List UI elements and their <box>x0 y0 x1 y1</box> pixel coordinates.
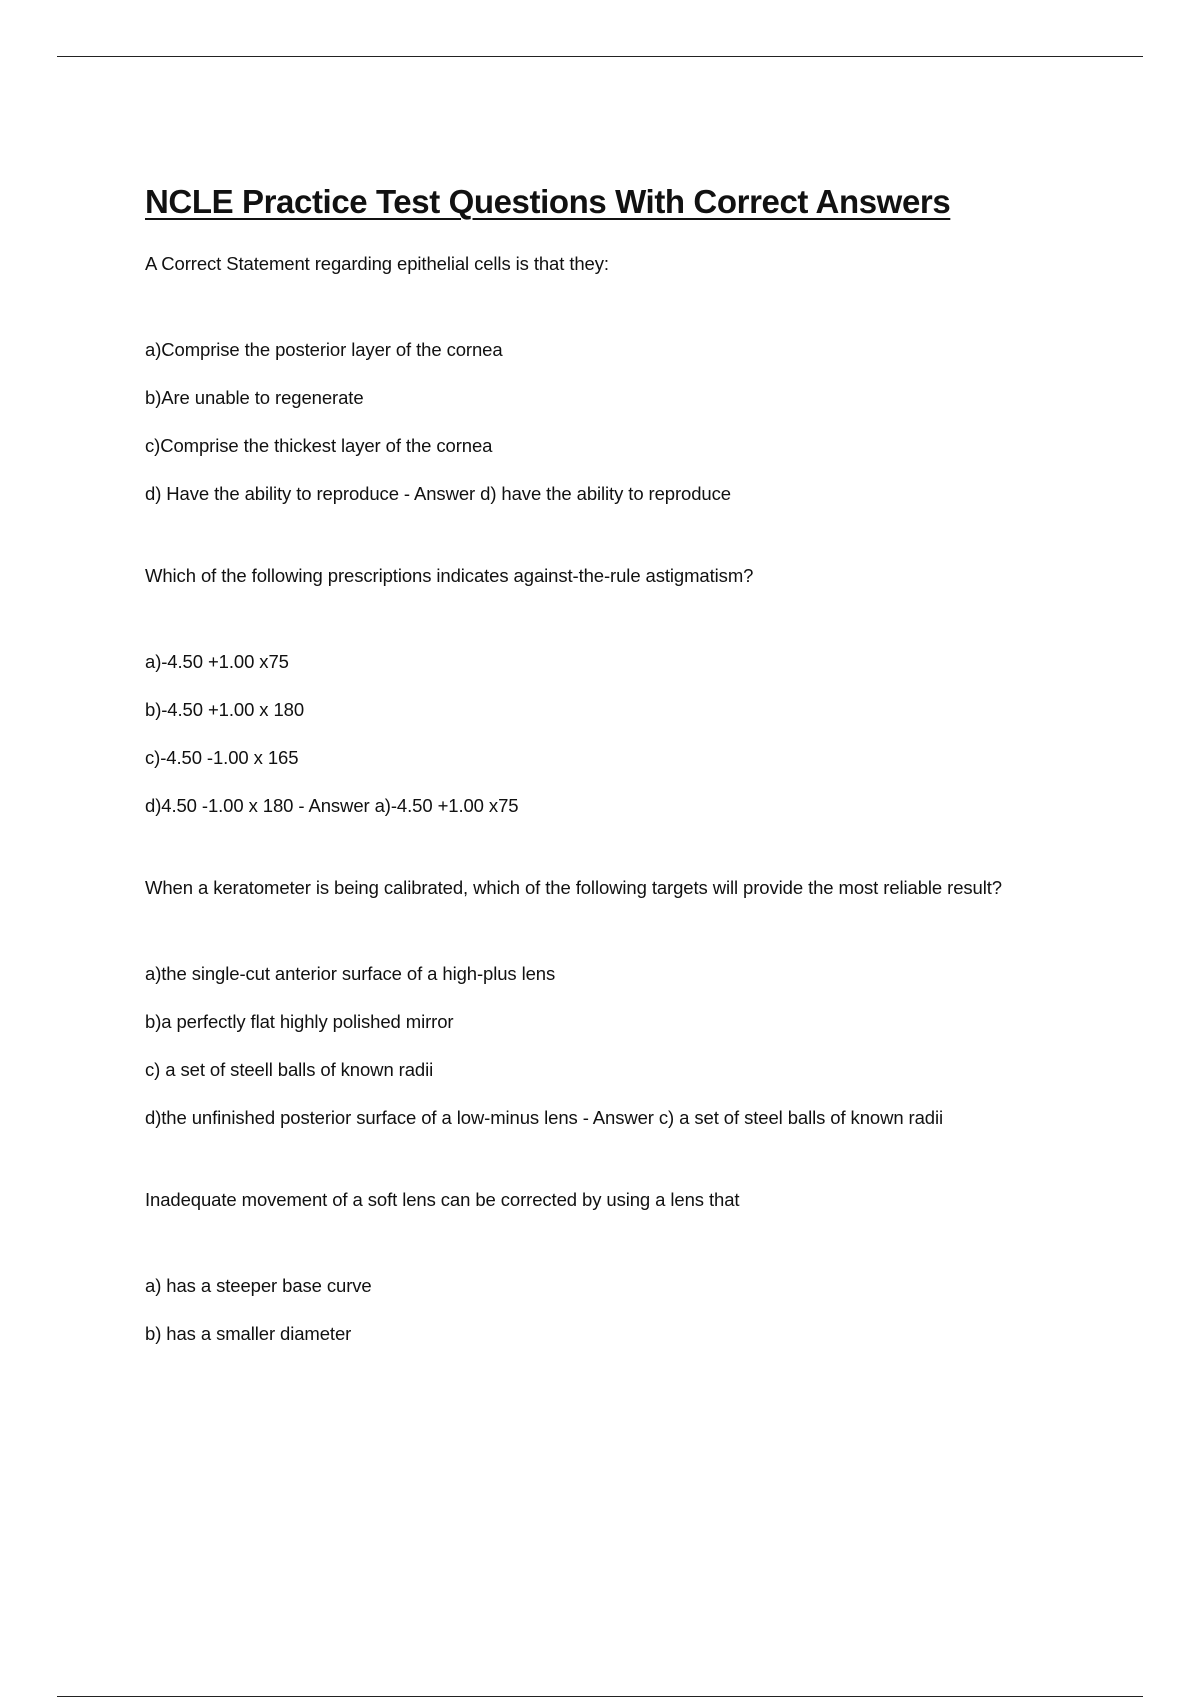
answer-option: c)Comprise the thickest layer of the cornea <box>145 435 493 456</box>
question-prompt: When a keratometer is being calibrated, which of the following targets will provide the most reliable result? <box>145 877 1002 898</box>
answer-option: a)-4.50 +1.00 x75 <box>145 651 289 672</box>
answer-option: b)-4.50 +1.00 x 180 <box>145 699 305 720</box>
answer-option: b) has a smaller diameter <box>145 1323 352 1344</box>
answer-option: d) Have the ability to reproduce - Answer d) have the ability to reproduce <box>145 483 731 504</box>
question-2 <box>145 562 1065 820</box>
document-title: NCLE Practice Test Questions With Correct Answers <box>145 183 951 220</box>
question-1 <box>145 250 1065 508</box>
answer-option: c)-4.50 -1.00 x 165 <box>145 747 299 768</box>
question-3 <box>145 874 1065 1132</box>
question-4 <box>145 1186 1065 1348</box>
answer-option: b)a perfectly flat highly polished mirror <box>145 1011 454 1032</box>
header-rule <box>57 56 1143 57</box>
answer-option: b)Are unable to regenerate <box>145 387 364 408</box>
answer-option: d)the unfinished posterior surface of a low-minus lens - Answer c) a set of steel balls of known radii <box>145 1107 944 1128</box>
footer-rule <box>57 1696 1143 1697</box>
question-prompt: A Correct Statement regarding epithelial cells is that they: <box>145 253 609 274</box>
question-prompt: Inadequate movement of a soft lens can be corrected by using a lens that <box>145 1189 740 1210</box>
answer-option: c) a set of steell balls of known radii <box>145 1059 434 1080</box>
answer-option: a) has a steeper base curve <box>145 1275 372 1296</box>
document-body <box>145 180 1065 1348</box>
answer-option: a)Comprise the posterior layer of the cornea <box>145 339 503 360</box>
answer-option: d)4.50 -1.00 x 180 - Answer a)-4.50 +1.00 x75 <box>145 795 519 816</box>
question-prompt: Which of the following prescriptions indicates against-the-rule astigmatism? <box>145 565 754 586</box>
answer-option: a)the single-cut anterior surface of a high-plus lens <box>145 963 556 984</box>
